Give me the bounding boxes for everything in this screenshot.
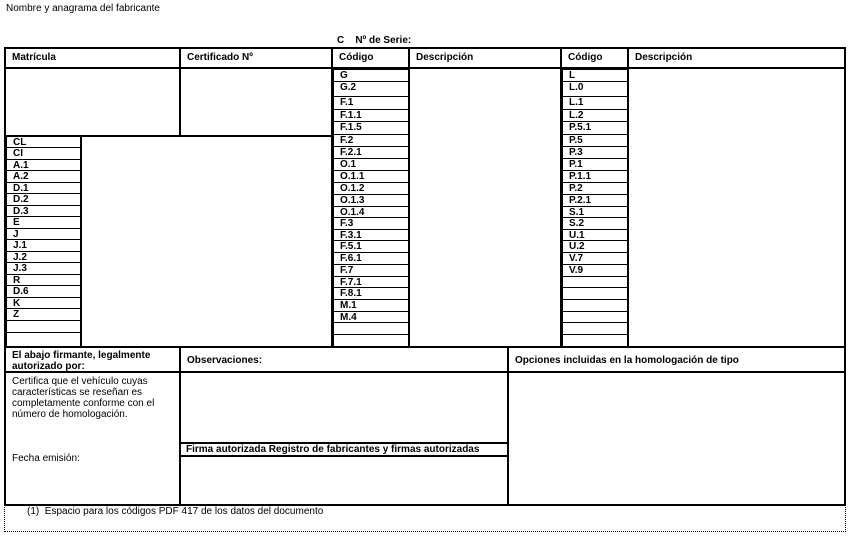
code-cell: F.7.1 xyxy=(333,276,410,288)
code-cell: D.6 xyxy=(6,285,82,298)
descripcion2-box xyxy=(627,67,846,348)
firmante-header-box xyxy=(4,346,181,373)
matricula-header: Matrícula xyxy=(4,47,181,69)
observaciones-box xyxy=(179,371,509,444)
code-cell: F.3.1 xyxy=(333,229,410,241)
code-cell: M.1 xyxy=(333,299,410,312)
code-cell: F.5.1 xyxy=(333,240,410,253)
descripcion2-header: Descripción xyxy=(627,47,846,69)
code-cell: F.3 xyxy=(333,217,410,230)
observaciones-label: Observaciones: xyxy=(187,355,263,366)
opciones-header-box xyxy=(507,346,846,373)
code-cell: F.1.5 xyxy=(333,121,410,135)
descripcion1-header: Descripción xyxy=(408,47,562,69)
code-cell: P.1 xyxy=(562,158,629,171)
code-cell: S.2 xyxy=(562,217,629,230)
code-cell: O.1.3 xyxy=(333,194,410,207)
descripcion1-box xyxy=(408,67,562,348)
firma-label: Firma autorizada Registro de fabricantes y firmas autorizadas xyxy=(186,444,480,455)
code-cell: M.4 xyxy=(333,311,410,323)
code-cell: F.2 xyxy=(333,134,410,147)
code-cell: J.3 xyxy=(6,262,82,275)
certificado-box xyxy=(179,67,333,137)
codigo1-header: Código xyxy=(331,47,410,69)
code-cell: D.1 xyxy=(6,182,82,194)
code-cell: L.1 xyxy=(562,96,629,110)
code-cell: P.5.1 xyxy=(562,121,629,135)
code-cell: J.1 xyxy=(6,239,82,252)
code-cell: F.8.1 xyxy=(333,287,410,300)
code-cell: J.2 xyxy=(6,251,82,263)
code-cell: A.1 xyxy=(6,159,82,171)
code-cell: L xyxy=(562,69,629,82)
code-cell xyxy=(6,332,82,347)
code-cell: O.1.4 xyxy=(333,206,410,218)
left-data-box xyxy=(80,135,333,348)
serial-number-label: C Nº de Serie: xyxy=(337,35,412,46)
code-cell: E xyxy=(6,216,82,229)
code-cell: O.1 xyxy=(333,158,410,171)
code-cell: V.7 xyxy=(562,252,629,265)
code-cell: F.7 xyxy=(333,264,410,277)
codigo2-header: Código xyxy=(560,47,629,69)
observaciones-header-box xyxy=(179,346,509,373)
opciones-label: Opciones incluidas en la homologación de tipo xyxy=(515,355,739,366)
certificado-header: Certificado Nº xyxy=(179,47,333,69)
fecha-emision-label: Fecha emisión: xyxy=(12,453,80,464)
code-cell: P.2 xyxy=(562,182,629,195)
code-cell: L.2 xyxy=(562,109,629,122)
code-cell: L.0 xyxy=(562,81,629,97)
code-cell: A.2 xyxy=(6,170,82,183)
code-cell: P.5 xyxy=(562,134,629,147)
matricula-box xyxy=(4,67,181,137)
code-cell: P.2.1 xyxy=(562,194,629,207)
code-cell: D.2 xyxy=(6,193,82,206)
code-cell: F.6.1 xyxy=(333,252,410,265)
certifica-text: Certifica que el vehículo cuyas características se reseñan es completamente conforme con el número de homologación. xyxy=(12,376,155,420)
code-cell: O.1.2 xyxy=(333,182,410,195)
code-cell: G.2 xyxy=(333,81,410,97)
code-cell: O.1.1 xyxy=(333,170,410,183)
code-cell: J xyxy=(6,228,82,240)
code-cell: P.3 xyxy=(562,146,629,159)
code-cell: F.2.1 xyxy=(333,146,410,159)
code-cell: S.1 xyxy=(562,206,629,218)
code-cell: CI xyxy=(6,147,82,160)
manufacturer-label: Nombre y anagrama del fabricante xyxy=(6,3,160,14)
code-cell: Z xyxy=(6,308,82,321)
opciones-box xyxy=(507,371,846,506)
certifica-box xyxy=(4,371,181,506)
code-cell: U.2 xyxy=(562,240,629,253)
code-cell: K xyxy=(6,297,82,309)
pdf417-footnote: (1) Espacio para los códigos PDF 417 de los datos del documento xyxy=(27,506,324,517)
code-cell: P.1.1 xyxy=(562,170,629,183)
code-cell: CL xyxy=(6,136,82,148)
code-cell: V.9 xyxy=(562,264,629,277)
code-cell: F.1.1 xyxy=(333,109,410,122)
firma-box xyxy=(179,455,509,506)
code-cell: G xyxy=(333,69,410,82)
code-cell: R xyxy=(6,274,82,286)
code-cell: U.1 xyxy=(562,229,629,241)
code-cell: D.3 xyxy=(6,205,82,217)
code-cell: F.1 xyxy=(333,96,410,110)
firmante-label: El abajo firmante, legalmente autorizado por: xyxy=(12,350,151,372)
